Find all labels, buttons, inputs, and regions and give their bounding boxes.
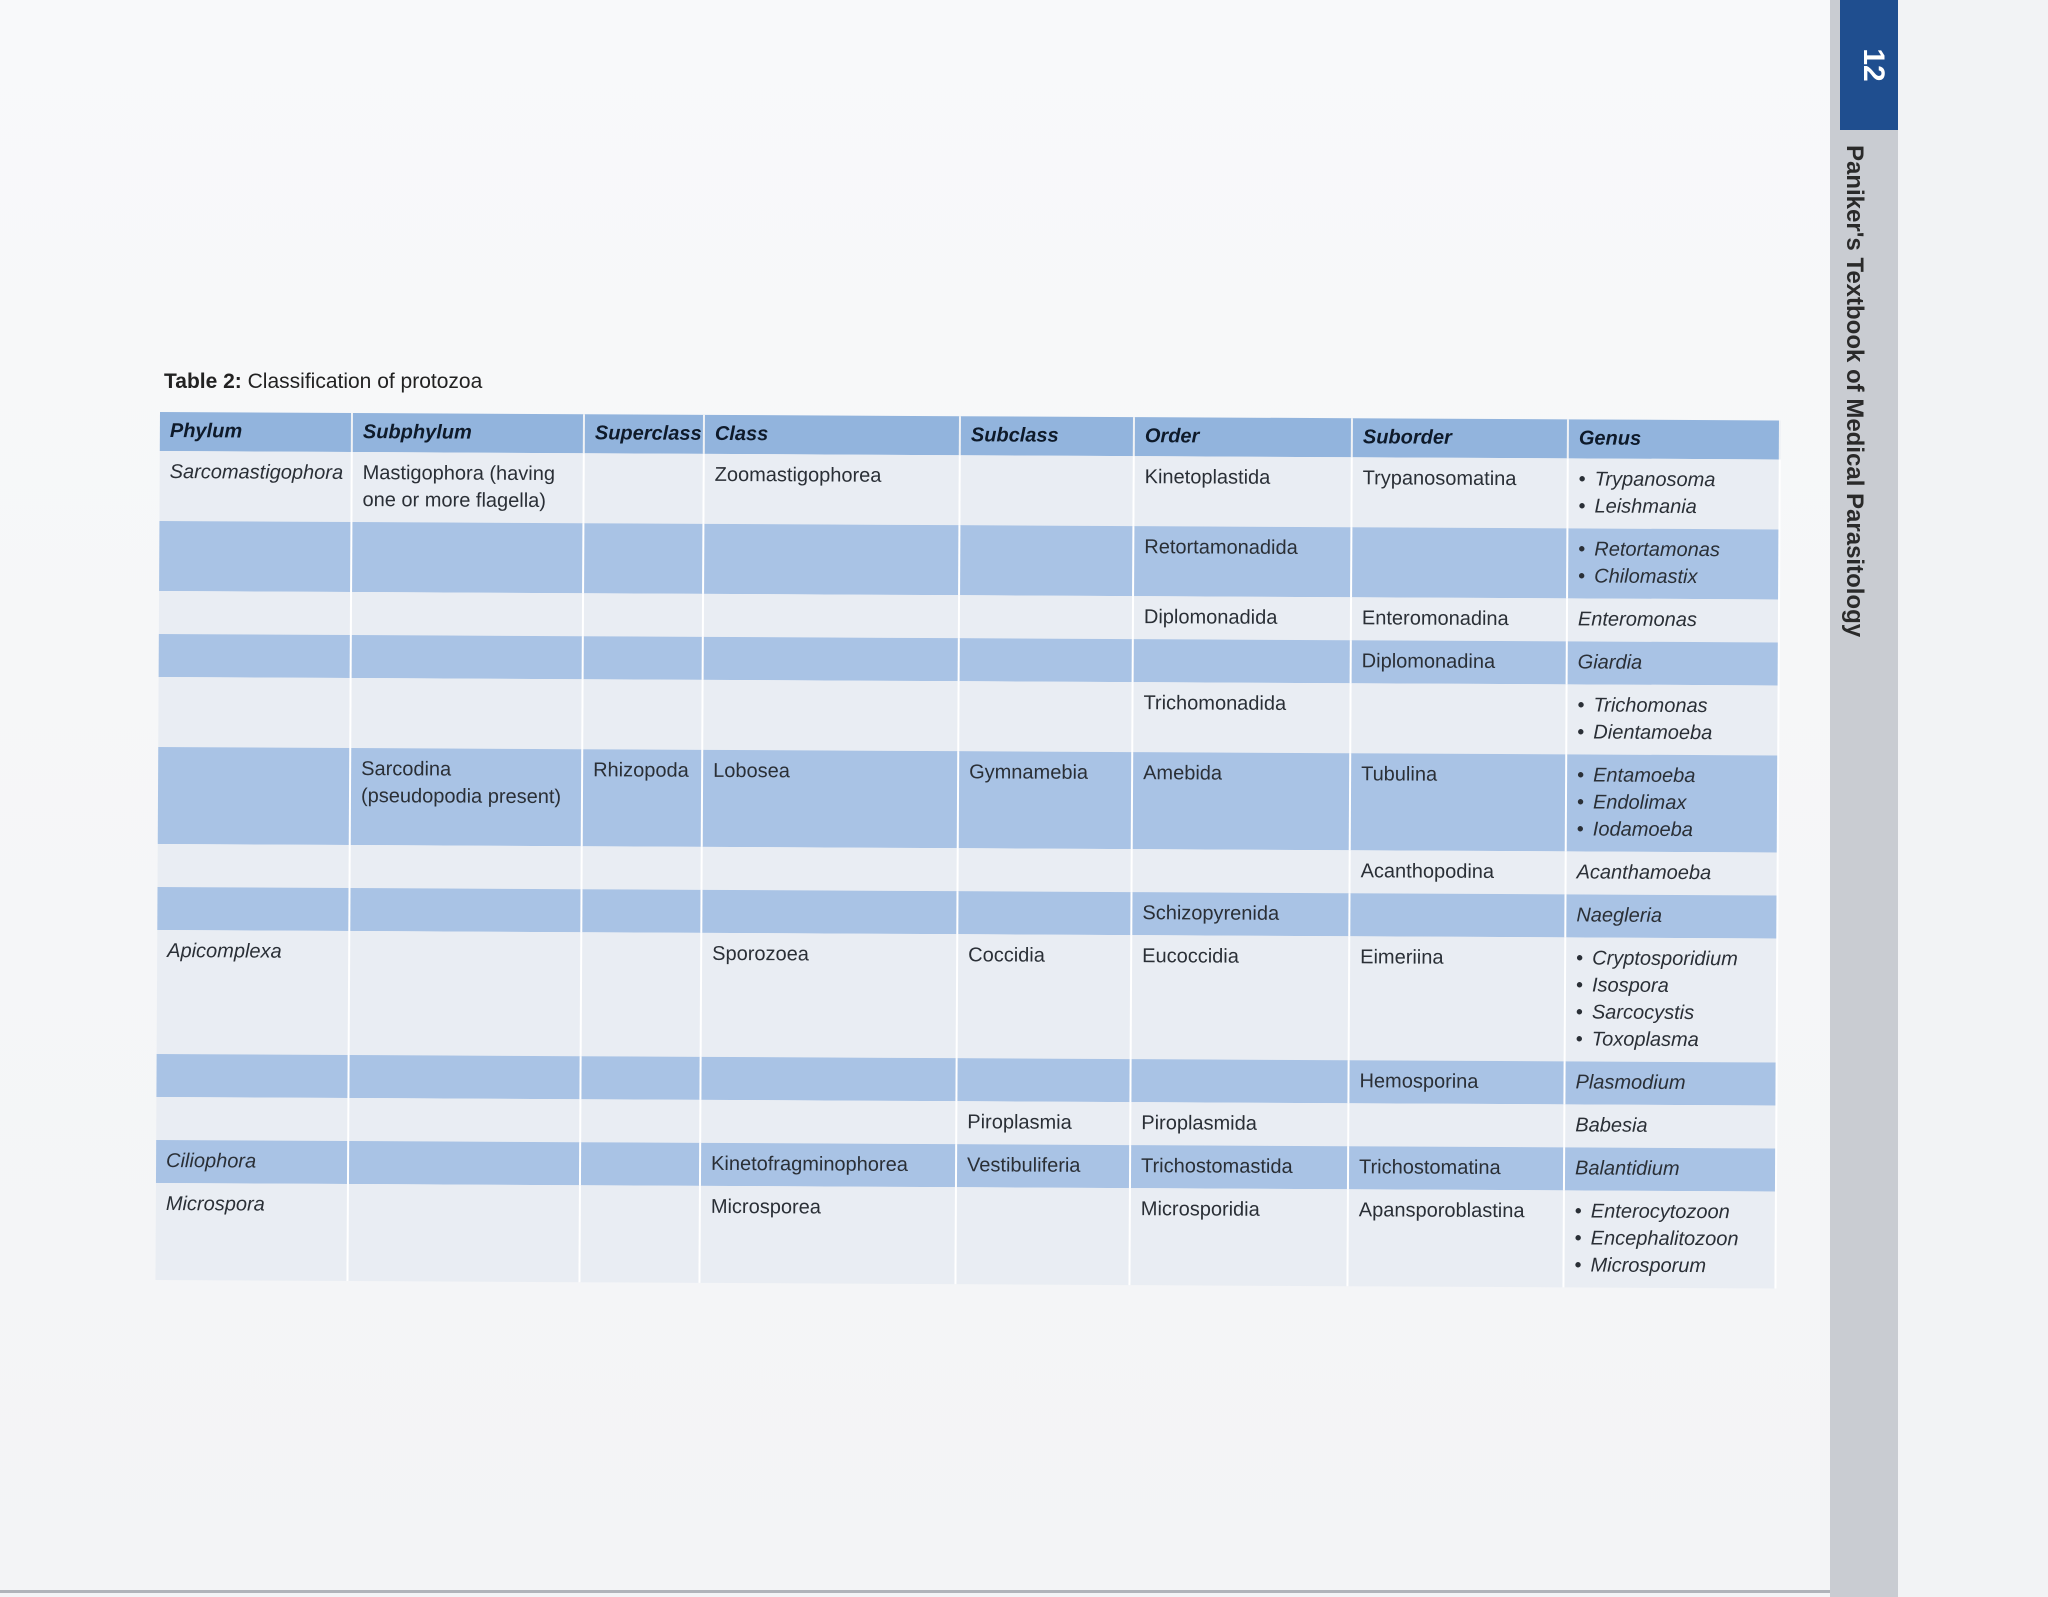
cell-subphylum xyxy=(349,931,582,1056)
genus-list xyxy=(1577,762,1767,844)
cell-phylum xyxy=(158,747,351,845)
cell-class xyxy=(701,890,957,934)
cell-order: Trichostomastida xyxy=(1130,1145,1348,1189)
cell-class: Sporozoea xyxy=(701,933,958,1058)
header-genus: Genus xyxy=(1568,419,1780,459)
cell-class xyxy=(703,637,959,681)
cell-subclass: Piroplasmia xyxy=(956,1101,1130,1145)
cell-superclass xyxy=(580,1142,700,1186)
cell-suborder xyxy=(1348,1103,1564,1147)
cell-phylum: Ciliophora xyxy=(156,1140,348,1184)
cell-class: Lobosea xyxy=(702,750,959,848)
right-margin xyxy=(1898,0,2048,1597)
cell-class: Zoomastigophorea xyxy=(703,454,959,525)
cell-suborder: Trichostomatina xyxy=(1348,1146,1564,1190)
bottom-rule xyxy=(0,1590,1830,1593)
cell-suborder: Hemosporina xyxy=(1348,1060,1564,1104)
classification-table-container xyxy=(155,412,1780,1288)
cell-subclass xyxy=(957,891,1131,935)
cell-class: Microsporea xyxy=(699,1186,956,1284)
table-row xyxy=(159,521,1779,599)
cell-genus xyxy=(1567,458,1779,529)
cell-subclass xyxy=(956,1058,1130,1102)
cell-suborder: Eimeriina xyxy=(1349,936,1566,1061)
genus-item: • Retortamonas xyxy=(1578,536,1768,564)
cell-order: Kinetoplastida xyxy=(1133,456,1351,527)
table-row xyxy=(158,747,1778,852)
cell-suborder: Apansporoblastina xyxy=(1347,1189,1564,1287)
table-row xyxy=(159,451,1779,529)
cell-suborder: Acanthopodina xyxy=(1349,850,1565,894)
cell-phylum xyxy=(159,634,351,678)
cell-phylum xyxy=(156,1097,348,1141)
cell-genus: Naegleria xyxy=(1565,894,1777,938)
cell-subclass xyxy=(958,681,1132,752)
header-superclass: Superclass xyxy=(584,414,704,454)
cell-genus: Plasmodium xyxy=(1564,1061,1776,1105)
cell-superclass xyxy=(583,523,703,594)
table-row xyxy=(158,677,1778,755)
cell-subphylum xyxy=(349,888,581,932)
cell-superclass xyxy=(580,1099,700,1143)
cell-superclass xyxy=(579,1185,700,1283)
genus-item: • Trypanosoma xyxy=(1579,466,1769,494)
cell-class xyxy=(702,847,958,891)
table-caption xyxy=(164,370,482,394)
cell-subphylum xyxy=(350,678,582,749)
table-row xyxy=(155,1183,1775,1288)
cell-superclass xyxy=(583,593,703,637)
cell-order: Eucoccidia xyxy=(1131,935,1350,1060)
header-class: Class xyxy=(704,415,960,455)
cell-subphylum xyxy=(348,1141,580,1185)
genus-item: • Endolimax xyxy=(1577,789,1767,817)
genus-item: • Sarcocystis xyxy=(1576,999,1766,1027)
chapter-number-tab xyxy=(1840,0,1906,130)
cell-subphylum: Sarcodina (pseudopodia present) xyxy=(350,748,583,846)
cell-subphylum xyxy=(351,592,583,636)
table-body xyxy=(155,451,1779,1288)
cell-order: Diplomonadida xyxy=(1133,596,1351,640)
cell-phylum xyxy=(158,677,350,748)
cell-genus xyxy=(1566,754,1779,852)
cell-order: Piroplasmida xyxy=(1130,1102,1348,1146)
chapter-number: 12 xyxy=(1857,48,1890,82)
cell-suborder: Trypanosomatina xyxy=(1351,457,1567,528)
cell-superclass xyxy=(582,679,702,750)
cell-subphylum xyxy=(348,1055,580,1099)
table-row xyxy=(157,930,1778,1062)
cell-order: Trichomonadida xyxy=(1132,682,1350,753)
genus-item: • Encephalitozoon xyxy=(1575,1225,1765,1253)
book-title: Paniker's Textbook of Medical Parasitology xyxy=(1841,145,1868,638)
cell-subphylum xyxy=(351,635,583,679)
cell-phylum xyxy=(158,844,350,888)
cell-subclass xyxy=(959,455,1133,526)
cell-suborder: Enteromonadina xyxy=(1351,597,1567,641)
cell-order xyxy=(1131,849,1349,893)
header-suborder: Suborder xyxy=(1352,418,1568,458)
cell-order: Retortamonadida xyxy=(1133,526,1351,597)
cell-subclass xyxy=(959,595,1133,639)
cell-superclass xyxy=(581,932,702,1057)
genus-list xyxy=(1578,466,1768,521)
cell-class xyxy=(703,594,959,638)
cell-phylum: Microspora xyxy=(155,1183,348,1281)
cell-subclass: Gymnamebia xyxy=(958,751,1133,849)
cell-superclass xyxy=(581,889,701,933)
cell-phylum xyxy=(159,521,351,592)
cell-phylum: Apicomplexa xyxy=(157,930,350,1055)
genus-list xyxy=(1577,692,1767,747)
cell-genus xyxy=(1567,528,1779,599)
genus-item: • Dientamoeba xyxy=(1577,719,1767,747)
cell-class xyxy=(700,1100,956,1144)
cell-genus xyxy=(1566,684,1778,755)
cell-subphylum: Mastigophora (having one or more flagella) xyxy=(351,452,583,523)
cell-genus: Enteromonas xyxy=(1567,598,1779,642)
cell-genus xyxy=(1565,937,1778,1062)
genus-list xyxy=(1578,536,1768,591)
cell-suborder xyxy=(1351,527,1567,598)
genus-item: • Toxoplasma xyxy=(1576,1026,1766,1054)
cell-class xyxy=(703,524,959,595)
cell-phylum xyxy=(156,1054,348,1098)
genus-item: • Cryptosporidium xyxy=(1576,945,1766,973)
genus-item: • Chilomastix xyxy=(1578,563,1768,591)
cell-subclass xyxy=(959,638,1133,682)
cell-genus: Balantidium xyxy=(1564,1147,1776,1191)
cell-phylum xyxy=(157,887,349,931)
cell-superclass xyxy=(583,636,703,680)
cell-phylum xyxy=(159,591,351,635)
genus-item: • Microsporum xyxy=(1574,1252,1764,1280)
cell-superclass: Rhizopoda xyxy=(582,749,703,847)
cell-subphylum xyxy=(350,845,582,889)
cell-class xyxy=(700,1057,956,1101)
cell-subphylum xyxy=(351,522,583,593)
cell-order: Microsporidia xyxy=(1129,1188,1348,1286)
cell-subclass: Vestibuliferia xyxy=(956,1144,1130,1188)
genus-item: • Trichomonas xyxy=(1577,692,1767,720)
genus-item: • Entamoeba xyxy=(1577,762,1767,790)
genus-item: • Isospora xyxy=(1576,972,1766,1000)
genus-item: • Leishmania xyxy=(1578,493,1768,521)
genus-item: • Enterocytozoon xyxy=(1575,1198,1765,1226)
cell-genus xyxy=(1563,1190,1776,1288)
cell-suborder xyxy=(1349,893,1565,937)
cell-subclass xyxy=(959,525,1133,596)
cell-order xyxy=(1130,1059,1348,1103)
classification-table xyxy=(155,412,1781,1288)
caption-label: Table 2: xyxy=(164,370,242,393)
header-subphylum: Subphylum xyxy=(352,413,584,453)
cell-superclass xyxy=(580,1056,700,1100)
cell-genus: Babesia xyxy=(1564,1104,1776,1148)
cell-genus: Acanthamoeba xyxy=(1565,851,1777,895)
cell-order xyxy=(1133,639,1351,683)
cell-superclass xyxy=(583,453,703,524)
genus-list xyxy=(1576,945,1767,1054)
caption-text: Classification of protozoa xyxy=(247,370,483,393)
cell-subphylum xyxy=(347,1184,580,1282)
cell-suborder: Tubulina xyxy=(1350,753,1567,851)
cell-subclass: Coccidia xyxy=(957,934,1132,1059)
header-subclass: Subclass xyxy=(960,416,1134,456)
header-phylum: Phylum xyxy=(160,412,352,452)
cell-genus: Giardia xyxy=(1567,641,1779,685)
cell-class xyxy=(702,680,958,751)
cell-suborder xyxy=(1350,683,1566,754)
cell-phylum: Sarcomastigophora xyxy=(159,451,351,522)
cell-subphylum xyxy=(348,1098,580,1142)
header-order: Order xyxy=(1134,417,1352,457)
cell-suborder: Diplomonadina xyxy=(1351,640,1567,684)
cell-subclass xyxy=(958,848,1132,892)
genus-item: • Iodamoeba xyxy=(1577,816,1767,844)
cell-order: Schizopyrenida xyxy=(1131,892,1349,936)
cell-class: Kinetofragminophorea xyxy=(700,1143,956,1187)
cell-superclass xyxy=(582,846,702,890)
cell-subclass xyxy=(955,1187,1130,1285)
genus-list xyxy=(1574,1198,1764,1280)
cell-order: Amebida xyxy=(1132,752,1351,850)
